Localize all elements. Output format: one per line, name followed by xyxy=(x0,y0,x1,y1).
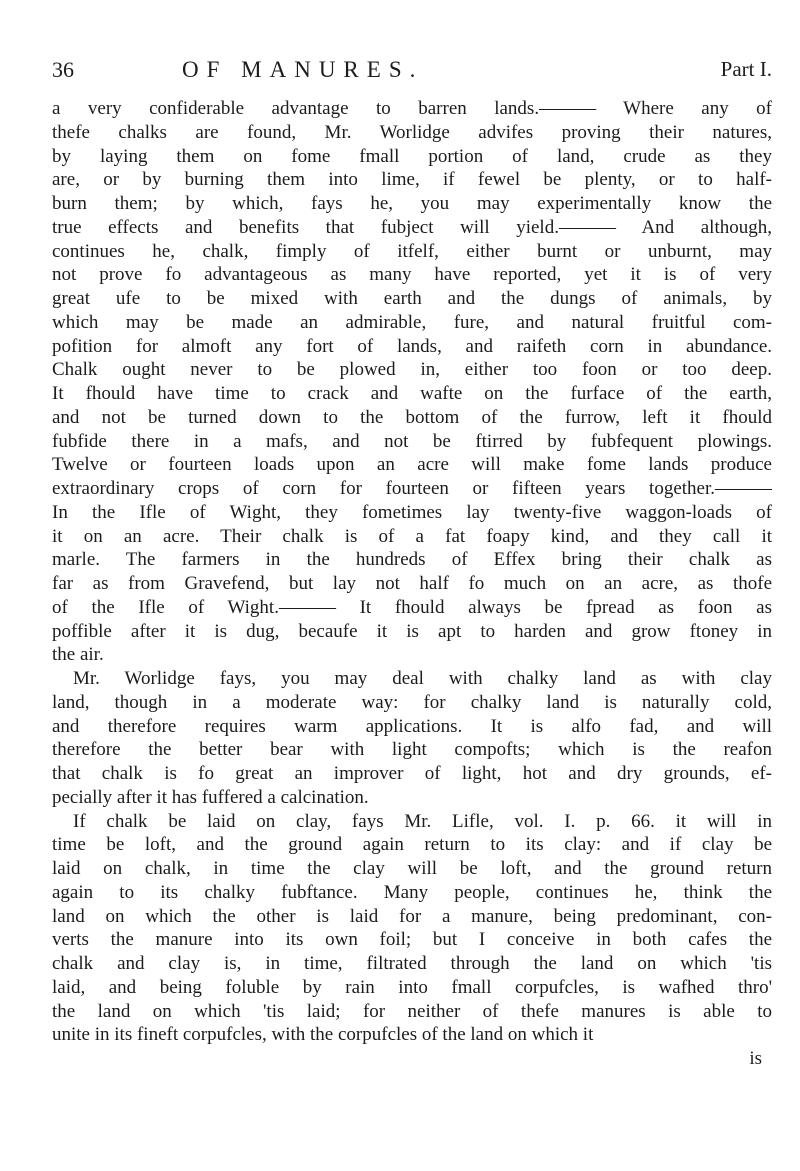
text-line: continues he, chalk, fimply of itfelf, either burnt or unburnt, may xyxy=(52,240,772,262)
text-line: Chalk ought never to be plowed in, either too foon or too deep. xyxy=(52,359,772,381)
text-line: extraordinary crops of corn for fourteen or fifteen years together.——— xyxy=(52,478,772,499)
text-line: If chalk be laid on clay, fays Mr. Lifle, vol. I. p. 66. it will in xyxy=(73,810,772,832)
page-number: 36 xyxy=(52,57,74,82)
text-line: great ufe to be mixed with earth and the dungs of animals, by xyxy=(52,288,772,309)
text-line: of the Ifle of Wight.——— It fhould always be fpread as foon as xyxy=(52,596,772,618)
text-line: It fhould have time to crack and wafte on the furface of the earth, xyxy=(52,383,772,404)
paragraph xyxy=(52,810,772,1048)
text-line: the air. xyxy=(52,644,104,666)
text-line: poffible after it is dug, becaufe it is apt to harden and grow ftoney in xyxy=(52,620,772,642)
text-line: true effects and benefits that fubject will yield.——— And although, xyxy=(52,216,772,238)
catchword: is xyxy=(749,1048,762,1069)
text-line: In the Ifle of Wight, they fometimes lay twenty-five waggon-loads of xyxy=(52,501,772,523)
text-line: a very confiderable advantage to barren lands.——— Where any of xyxy=(52,98,772,119)
text-line: thefe chalks are found, Mr. Worlidge advifes proving their natures, xyxy=(52,121,772,143)
text-line: far as from Gravefend, but lay not half fo much on an acre, as thofe xyxy=(52,573,772,594)
text-line: laid on chalk, in time the clay will be loft, and the ground return xyxy=(52,858,772,879)
text-line: verts the manure into its own foil; but I conceive in both cafes the xyxy=(52,929,772,951)
text-line: Mr. Worlidge fays, you may deal with chalky land as with clay xyxy=(73,668,772,689)
text-line: which may be made an admirable, fure, and natural fruitful com- xyxy=(52,311,772,333)
text-line: marle. The farmers in the hundreds of Effex bring their chalk as xyxy=(52,549,772,571)
text-line: Twelve or fourteen loads upon an acre will make fome lands produce xyxy=(52,454,772,476)
text-line: fubfide there in a mafs, and not be ftirred by fubfequent plowings. xyxy=(52,430,772,452)
running-title: OF MANURES. xyxy=(182,57,424,82)
body-text xyxy=(52,97,772,1071)
text-line: that chalk is fo great an improver of light, hot and dry grounds, ef- xyxy=(52,763,772,784)
text-line: not prove fo advantageous as many have reported, yet it is of very xyxy=(52,264,772,286)
text-line: time be loft, and the ground again return to its clay: and if clay be xyxy=(52,834,772,856)
text-line: by laying them on fome fmall portion of land, crude as they xyxy=(52,145,772,167)
text-line: it on an acre. Their chalk is of a fat foapy kind, and they call it xyxy=(52,525,772,547)
paragraph xyxy=(52,667,772,810)
part-label: Part I. xyxy=(720,57,772,81)
text-line: chalk and clay is, in time, filtrated through the land on which 'tis xyxy=(52,953,772,974)
text-line: therefore the better bear with light compofts; which is the reafon xyxy=(52,739,772,761)
paragraph xyxy=(52,97,772,667)
page-header xyxy=(52,57,772,87)
text-line: and not be turned down to the bottom of the furrow, left it fhould xyxy=(52,406,772,428)
text-line: the land on which 'tis laid; for neither of thefe manures is able to xyxy=(52,1000,772,1022)
text-line: land, though in a moderate way: for chalky land is naturally cold, xyxy=(52,691,772,713)
text-line: and therefore requires warm applications. It is alfo fad, and will xyxy=(52,715,772,737)
text-line: pofition for almoft any fort of lands, and raifeth corn in abundance. xyxy=(52,335,772,357)
text-line: laid, and being foluble by rain into fmall corpufcles, is wafhed thro' xyxy=(52,976,772,998)
text-line: are, or by burning them into lime, if fewel be plenty, or to half- xyxy=(52,169,772,191)
text-line: pecially after it has fuffered a calcination. xyxy=(52,786,369,808)
text-line: again to its chalky fubftance. Many people, continues he, think the xyxy=(52,881,772,903)
text-line: burn them; by which, fays he, you may experimentally know the xyxy=(52,193,772,214)
text-line: unite in its fineft corpufcles, with the corpufcles of the land on which it xyxy=(52,1024,594,1046)
text-line: land on which the other is laid for a manure, being predominant, con- xyxy=(52,905,772,927)
